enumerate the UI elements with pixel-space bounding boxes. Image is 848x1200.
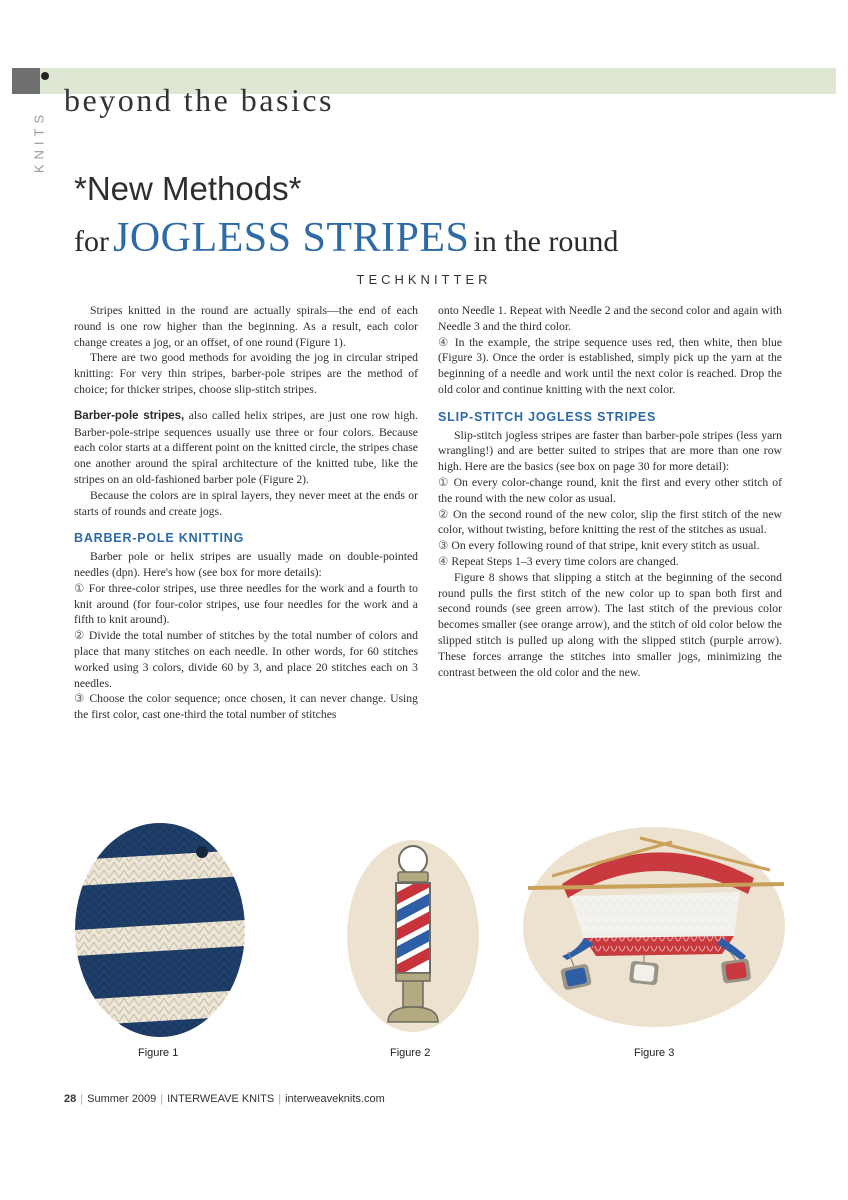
step: ② On the second round of the new color, slip the first stitch of the new color, without twisting, before knitting the rest of the stitches as usual.: [438, 507, 782, 537]
header-square: [12, 68, 40, 94]
section-label: [30, 103, 48, 183]
magazine-name: INTERWEAVE KNITS: [167, 1093, 275, 1105]
figure-3-caption: Figure 3: [634, 1047, 675, 1059]
section-title: beyond the basics: [64, 82, 334, 118]
headline-tail: in the round: [473, 225, 619, 258]
step: ④ In the example, the stripe sequence uses red, then white, then blue (Figure 3). Once the order is established, simply pick up the yarn at the beginning of a needle and work until the next color is reached. Drop the old color and continue knitting with the next color.: [438, 335, 783, 396]
figure-3-needles-yarn: [522, 826, 786, 1028]
figure-2-caption: Figure 2: [390, 1047, 431, 1059]
page-number: 28: [64, 1093, 77, 1105]
section-label-text: KNITS: [31, 109, 47, 174]
yarn-bobbin-white: [629, 961, 659, 986]
paragraph: Slip-stitch jogless stripes are faster than barber-pole stripes (less yarn wrangling!) and are better suited to stripes that are more than one row high. Here are the basics (see box on page 30 for more detail):: [438, 428, 782, 474]
figure-1-knit-swatch: [74, 822, 246, 1038]
step-number: ①: [74, 581, 86, 595]
step: ② Divide the total number of stitches by the total number of colors and place that many stitches on each needle. In other words, for 60 stitches worked using 3 colors, divide 60 by 3, and place 20 stitches each on 3 needles.: [74, 629, 418, 690]
lead-in: Barber-pole stripes,: [74, 409, 185, 422]
figure-1-caption: Figure 1: [138, 1047, 179, 1059]
step: ④ Repeat Steps 1–3 every time colors are changed.: [438, 554, 679, 568]
footer-separator: |: [80, 1093, 84, 1105]
bullet-icon: [41, 72, 49, 80]
subhead-slip-stitch: SLIP-STITCH JOGLESS STRIPES: [438, 409, 657, 424]
footer-separator: |: [278, 1093, 282, 1105]
paragraph: Barber-pole stripes, also called helix stripes, are just one row high. Barber-pole-stripe sequences usually use three or four colors. Because each color starts at a different point on the knitted circle, the stripes chase one another around the spiral architecture of the knitted tube, like the stripes on an old-fashioned barber pole (Figure 2).: [74, 408, 419, 486]
step-number: ④: [438, 554, 449, 568]
website-link[interactable]: interweaveknits.com: [285, 1093, 385, 1105]
step-number: ③: [74, 692, 86, 706]
step-number: ③: [438, 539, 449, 553]
paragraph: Stripes knitted in the round are actually spirals—the end of each round is one row higher than the beginning. As a result, each color change creates a jog, or an offset, of one round (Figure 1).: [74, 304, 418, 349]
paragraph: Figure 8 shows that slipping a stitch at the beginning of the second round pulls the first stitch of the new color up to span both first and second rounds (see green arrow). The last stitch of the previous color becomes smaller (see orange arrow), and the stitch of old color below the slipped stitch is pulled up along with the slipped stitch (purple arrow). These forces arrange the stitches into smaller jogs, minimizing the contrast between the old color and the new.: [438, 570, 782, 679]
step: ① On every color-change round, knit the first and every other stitch of the round with the new color as usual.: [438, 475, 782, 505]
article-headline: [74, 214, 618, 262]
paragraph: Because the colors are in spiral layers, they never meet at the ends or starts of rounds and create jogs.: [74, 488, 418, 518]
subhead-barber-pole: BARBER-POLE KNITTING: [74, 531, 245, 546]
paragraph: onto Needle 1. Repeat with Needle 2 and the second color and again with Needle 3 and the third color.: [438, 304, 782, 333]
left-column: [74, 303, 418, 723]
step: ① For three-color stripes, use three needles for the work and a fourth to knit around (for four-color stripes, use four needles for the work and a fifth to knit around).: [74, 581, 418, 627]
byline: TECHKNITTER: [356, 272, 492, 287]
paragraph: Barber pole or helix stripes are usually made on double-pointed needles (dpn). Here's how (see box for more details):: [74, 550, 418, 579]
yarn-bobbin-red: [721, 958, 752, 984]
footer-separator: |: [160, 1093, 164, 1105]
headline-for: for: [74, 225, 109, 258]
headline-main: JOGLESS STRIPES: [112, 215, 470, 261]
right-column: [438, 303, 782, 680]
step-number: ②: [438, 507, 450, 521]
issue-date: Summer 2009: [87, 1093, 157, 1105]
step: ③ On every following round of that stripe, knit every stitch as usual.: [438, 539, 760, 553]
article-kicker: *New Methods*: [74, 170, 302, 207]
figure-2-barber-pole: [346, 838, 480, 1034]
paragraph: There are two good methods for avoiding the jog in circular striped knitting: For very thin stripes, barber-pole stripes are the method of choice; for thicker stripes, choose slip-stitch stripes.: [74, 351, 418, 396]
page-footer: [64, 1093, 385, 1105]
step-number: ②: [74, 629, 86, 643]
step-number: ④: [438, 335, 451, 349]
step: ③ Choose the color sequence; once chosen, it can never change. Using the first color, cast one-third the total number of stitches: [74, 692, 418, 722]
step-number: ①: [438, 475, 450, 489]
